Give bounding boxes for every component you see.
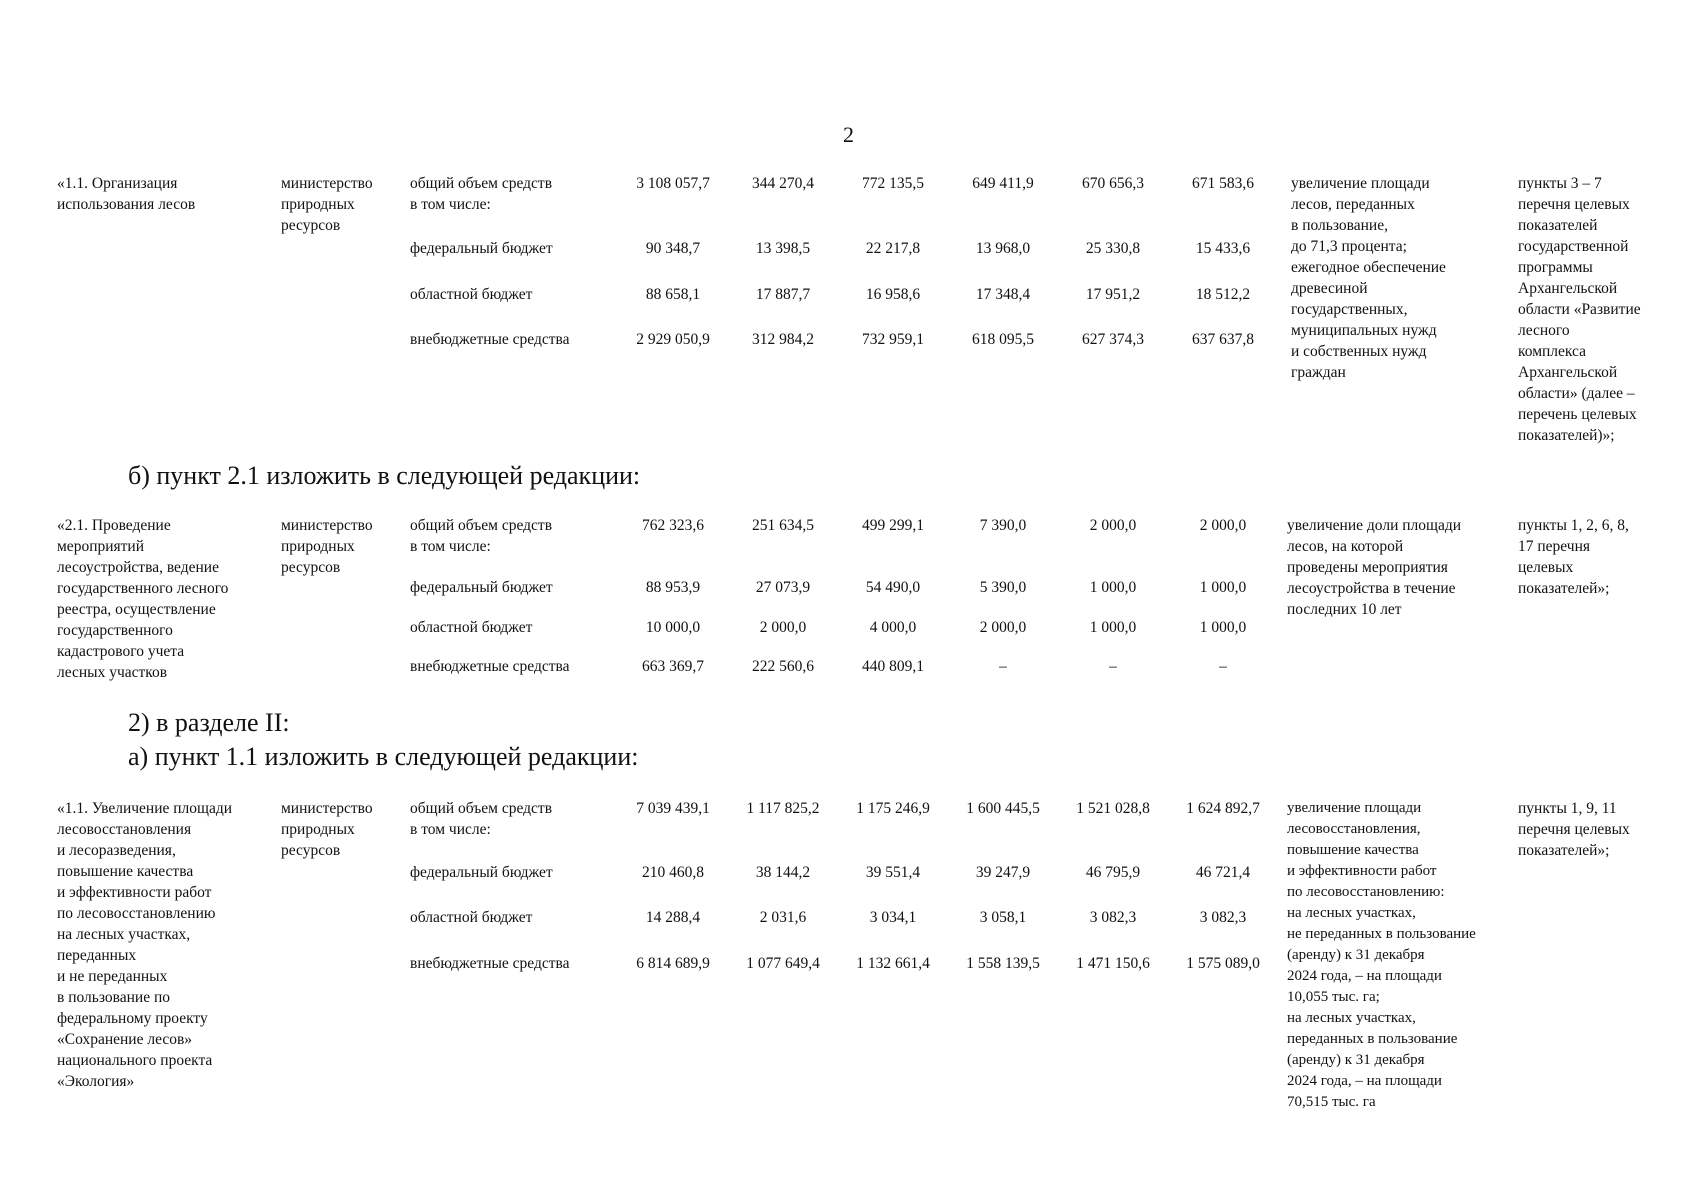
heading-point-2-1: б) пункт 2.1 изложить в следующей редакции: — [128, 461, 641, 490]
value-total-y2: 499 299,1 — [862, 517, 924, 534]
value-total-y2: 772 135,5 — [862, 175, 924, 192]
value-extrabudget-y1: 1 077 649,4 — [746, 955, 820, 972]
target-indicators: пункты 3 – 7 перечня целевых показателей государственной программы Архангельской области «Развитие лесного комплекса Архангельской области» (далее – перечень целевых показателей)»; — [1518, 175, 1641, 444]
value-federal-sum: 90 348,7 — [645, 240, 701, 257]
value-total-sum: 3 108 057,7 — [636, 175, 710, 192]
value-federal-y1: 38 144,2 — [755, 864, 811, 881]
value-regional-y5: 1 000,0 — [1199, 619, 1247, 636]
value-total-y2: 1 175 246,9 — [856, 800, 930, 817]
value-extrabudget-y1: 222 560,6 — [752, 658, 814, 675]
value-regional-y4: 1 000,0 — [1089, 619, 1137, 636]
value-regional-y4: 17 951,2 — [1085, 286, 1141, 303]
value-total-y1: 251 634,5 — [752, 517, 814, 534]
source-federal: федеральный бюджет — [410, 240, 553, 257]
value-regional-y1: 2 000,0 — [759, 619, 807, 636]
value-extrabudget-y5: 1 575 089,0 — [1186, 955, 1260, 972]
value-total-y1: 1 117 825,2 — [746, 800, 820, 817]
value-total-sum: 7 039 439,1 — [636, 800, 710, 817]
value-regional-y2: 4 000,0 — [869, 619, 917, 636]
value-regional-y2: 3 034,1 — [869, 909, 917, 926]
task-name: «1.1. Увеличение площади лесовосстановления и лесоразведения, повышение качества и эффективности работ по лесовосстановлению на лесных участках, переданных и не переданных в пользование по федеральному проекту «Сохранение лесов» национального проекта «Экология» — [57, 800, 233, 1090]
value-federal-y5: 1 000,0 — [1199, 579, 1247, 596]
value-total-y3: 649 411,9 — [972, 175, 1034, 192]
value-extrabudget-y2: 732 959,1 — [862, 331, 924, 348]
value-extrabudget-sum: 6 814 689,9 — [636, 955, 710, 972]
value-federal-y4: 46 795,9 — [1085, 864, 1141, 881]
source-federal: федеральный бюджет — [410, 579, 553, 596]
value-extrabudget-y4: – — [1109, 658, 1117, 675]
value-extrabudget-sum: 2 929 050,9 — [636, 331, 710, 348]
value-regional-sum: 14 288,4 — [645, 909, 701, 926]
source-federal: федеральный бюджет — [410, 864, 553, 881]
heading-point-1-1: а) пункт 1.1 изложить в следующей редакции: — [128, 742, 639, 771]
value-regional-y1: 2 031,6 — [759, 909, 807, 926]
task-name: «2.1. Проведение мероприятий лесоустройства, ведение государственного лесного реестра, осуществление государственного кадастрового учета лесных участков — [57, 517, 229, 681]
value-regional-y2: 16 958,6 — [865, 286, 921, 303]
value-regional-y3: 3 058,1 — [979, 909, 1027, 926]
value-regional-y4: 3 082,3 — [1089, 909, 1137, 926]
executor: министерство природных ресурсов — [281, 800, 373, 859]
value-total-y3: 7 390,0 — [979, 517, 1027, 534]
value-extrabudget-y3: – — [999, 658, 1007, 675]
value-extrabudget-y4: 1 471 150,6 — [1076, 955, 1150, 972]
value-total-y4: 1 521 028,8 — [1076, 800, 1150, 817]
source-extrabudget: внебюджетные средства — [410, 658, 570, 675]
heading-section-2: 2) в разделе II: — [128, 708, 290, 737]
value-total-sum: 762 323,6 — [642, 517, 704, 534]
value-regional-y3: 17 348,4 — [975, 286, 1031, 303]
value-total-y5: 2 000,0 — [1199, 517, 1247, 534]
value-regional-y5: 3 082,3 — [1199, 909, 1247, 926]
value-regional-y3: 2 000,0 — [979, 619, 1027, 636]
value-federal-y4: 1 000,0 — [1089, 579, 1137, 596]
value-federal-y2: 39 551,4 — [865, 864, 921, 881]
target-indicators: пункты 1, 2, 6, 8, 17 перечня целевых показателей»; — [1518, 517, 1629, 597]
expected-result: увеличение площади лесовосстановления, повышение качества и эффективности работ по лесовосстановлению: на лесных участках, не переданных в пользование (аренду) к 31 декабря 2024 года, – на площади 10,055 тыс. га; на лесных участках, переданных в пользование (аренду) к 31 декабря 2024 года, – на площади 70,515 тыс. га — [1287, 800, 1476, 1110]
executor: министерство природных ресурсов — [281, 175, 373, 234]
value-extrabudget-y2: 1 132 661,4 — [856, 955, 930, 972]
value-federal-y3: 13 968,0 — [975, 240, 1031, 257]
value-federal-y3: 5 390,0 — [979, 579, 1027, 596]
source-regional: областной бюджет — [410, 909, 533, 926]
expected-result: увеличение доли площади лесов, на которой проведены мероприятия лесоустройства в течение последних 10 лет — [1287, 517, 1462, 618]
source-regional: областной бюджет — [410, 286, 533, 303]
value-extrabudget-y3: 1 558 139,5 — [966, 955, 1040, 972]
source-total: общий объем средств в том числе: — [410, 517, 553, 555]
page-number: 2 — [843, 122, 854, 147]
value-extrabudget-sum: 663 369,7 — [642, 658, 704, 675]
executor: министерство природных ресурсов — [281, 517, 373, 576]
value-regional-sum: 10 000,0 — [645, 619, 701, 636]
value-federal-y2: 22 217,8 — [865, 240, 921, 257]
value-total-y5: 1 624 892,7 — [1186, 800, 1260, 817]
value-federal-y1: 13 398,5 — [755, 240, 811, 257]
value-total-y5: 671 583,6 — [1192, 175, 1254, 192]
value-total-y4: 2 000,0 — [1089, 517, 1137, 534]
value-extrabudget-y5: – — [1219, 658, 1227, 675]
source-regional: областной бюджет — [410, 619, 533, 636]
value-regional-y5: 18 512,2 — [1195, 286, 1251, 303]
value-federal-y3: 39 247,9 — [975, 864, 1031, 881]
value-total-y1: 344 270,4 — [752, 175, 814, 192]
value-federal-sum: 210 460,8 — [642, 864, 704, 881]
value-federal-y5: 15 433,6 — [1195, 240, 1251, 257]
value-extrabudget-y4: 627 374,3 — [1082, 331, 1144, 348]
value-federal-y2: 54 490,0 — [865, 579, 921, 596]
value-extrabudget-y2: 440 809,1 — [862, 658, 924, 675]
source-total: общий объем средств в том числе: — [410, 800, 553, 838]
value-extrabudget-y3: 618 095,5 — [972, 331, 1034, 348]
value-federal-y5: 46 721,4 — [1195, 864, 1251, 881]
source-total: общий объем средств в том числе: — [410, 175, 553, 213]
value-extrabudget-y1: 312 984,2 — [752, 331, 814, 348]
task-name: «1.1. Организация использования лесов — [57, 175, 196, 213]
value-federal-sum: 88 953,9 — [645, 579, 701, 596]
value-federal-y1: 27 073,9 — [755, 579, 811, 596]
value-total-y4: 670 656,3 — [1082, 175, 1144, 192]
expected-result: увеличение площади лесов, переданных в пользование, до 71,3 процента; ежегодное обеспечение древесиной государственных, муниципальных нужд и собственных нужд граждан — [1291, 175, 1446, 381]
value-total-y3: 1 600 445,5 — [966, 800, 1040, 817]
source-extrabudget: внебюджетные средства — [410, 331, 570, 348]
source-extrabudget: внебюджетные средства — [410, 955, 570, 972]
value-regional-sum: 88 658,1 — [645, 286, 701, 303]
value-regional-y1: 17 887,7 — [755, 286, 811, 303]
value-federal-y4: 25 330,8 — [1085, 240, 1141, 257]
value-extrabudget-y5: 637 637,8 — [1192, 331, 1254, 348]
target-indicators: пункты 1, 9, 11 перечня целевых показателей»; — [1518, 800, 1630, 859]
